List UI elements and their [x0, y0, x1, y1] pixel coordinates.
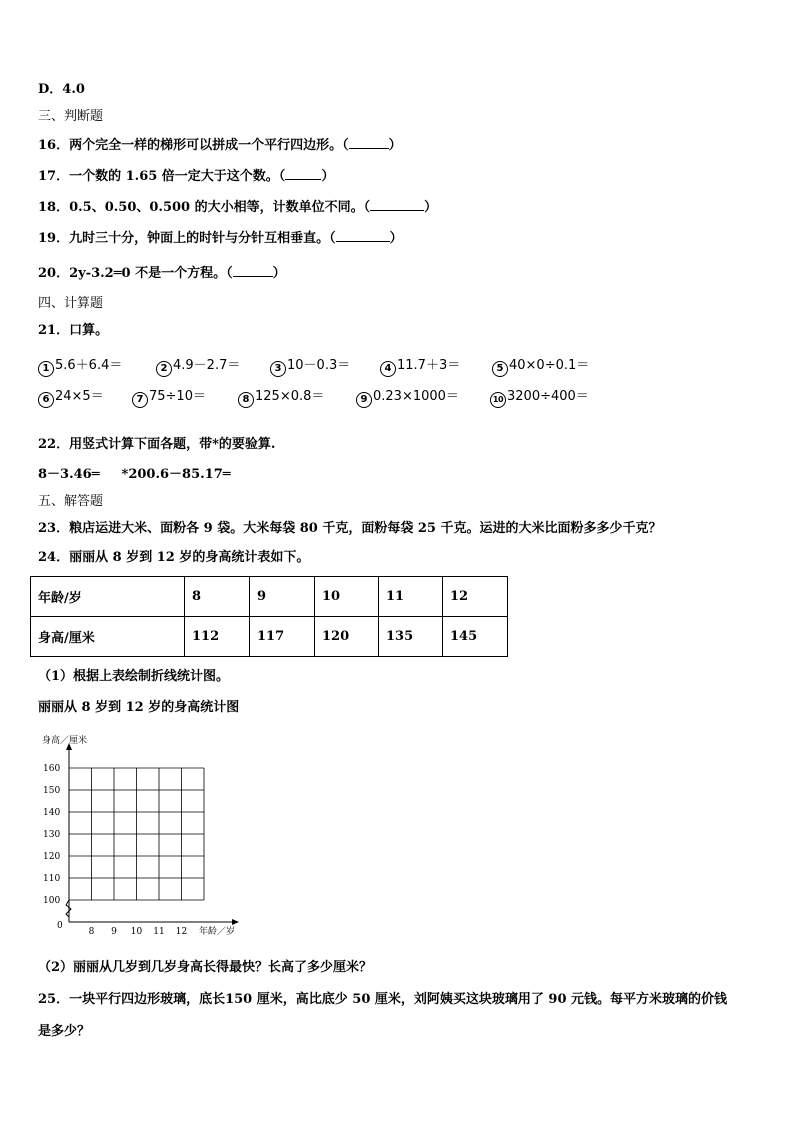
- circled-number: 5: [492, 361, 508, 377]
- chart-grid: [69, 768, 204, 900]
- table-cell: 145: [443, 617, 508, 657]
- calc-item: [270, 354, 350, 377]
- question-16: [38, 136, 402, 154]
- chart-heading: 丽丽从 8 岁到 12 岁的身高统计图: [38, 700, 240, 715]
- y-tick-label: 150: [43, 786, 61, 796]
- answer-blank[interactable]: [370, 198, 424, 211]
- answer-blank[interactable]: [336, 229, 390, 242]
- calc-item: [38, 354, 122, 377]
- section-calc-heading: 四、计算题: [38, 296, 104, 311]
- calc-item: [156, 354, 240, 377]
- y-tick-label: 140: [43, 808, 61, 818]
- y-axis-label: 身高／厘米: [42, 736, 88, 746]
- question-24-title: 24．丽丽从 8 岁到 12 岁的身高统计表如下。: [38, 550, 310, 565]
- circled-number: 4: [380, 361, 396, 377]
- question-22-title: 22．用竖式计算下面各题，带*的要验算.: [38, 437, 276, 452]
- y-tick-label: 100: [43, 896, 61, 906]
- question-18-text: 18．0.5、0.50、0.500 的大小相等，计数单位不同。（: [38, 200, 371, 215]
- answer-blank[interactable]: [349, 136, 389, 149]
- x-axis-arrow-icon: [232, 919, 239, 925]
- table-cell: 120: [315, 617, 379, 657]
- x-tick-label: 8: [88, 927, 95, 937]
- circled-number: 6: [38, 392, 54, 408]
- table-cell: 112: [185, 617, 250, 657]
- origin-label: 0: [57, 921, 63, 931]
- question-17: [38, 167, 334, 185]
- x-tick-label: 10: [130, 927, 143, 937]
- y-tick-label: 120: [43, 852, 61, 862]
- calc-expression: 3200÷400＝: [507, 389, 589, 404]
- section-judge-heading: 三、判断题: [38, 109, 104, 124]
- calc-expression: 75÷10＝: [149, 389, 206, 404]
- circled-number: 10: [490, 392, 506, 408]
- question-19: [38, 229, 403, 247]
- table-cell: 10: [315, 577, 379, 617]
- y-tick-label: 110: [43, 874, 61, 884]
- calc-item: [356, 385, 459, 408]
- table-cell: 11: [379, 577, 443, 617]
- calc-expression: 11.7＋3＝: [397, 358, 461, 373]
- circled-number: 7: [132, 392, 148, 408]
- calc-expression: 4.9－2.7＝: [173, 358, 241, 373]
- question-23: 23．粮店运进大米、面粉各 9 袋。大米每袋 80 千克，面粉每袋 25 千克。运进的大米比面粉多多少千克？: [38, 521, 662, 536]
- x-tick-label: 9: [111, 927, 117, 937]
- calc-expression: 125×0.8＝: [255, 389, 325, 404]
- table-row: [31, 617, 508, 657]
- x-tick-label: 12: [175, 927, 188, 937]
- calc-item: [492, 354, 589, 377]
- question-20-text: 20．2y-3.2═0 不是一个方程。（: [38, 266, 233, 281]
- height-table: [30, 576, 508, 657]
- table-cell: 117: [250, 617, 315, 657]
- question-24-part-1: （1）根据上表绘制折线统计图。: [38, 669, 230, 684]
- calc-expression: 24×5＝: [55, 389, 104, 404]
- calc-item: [132, 385, 206, 408]
- question-21-title: 21．口算。: [38, 323, 109, 338]
- paren-close: ）: [389, 231, 403, 246]
- row-header-age: 年龄/岁: [31, 577, 185, 617]
- calc-expression: 5.6＋6.4＝: [55, 358, 123, 373]
- calc-expression: 0.23×1000＝: [373, 389, 459, 404]
- calc-expression: 10－0.3＝: [287, 358, 351, 373]
- question-22-expressions: [38, 467, 231, 483]
- question-25-line-1: 25．一块平行四边形玻璃，底长150 厘米，高比底少 50 厘米，刘阿姨买这块玻璃用了 90 元钱。每平方米玻璃的价钱: [38, 992, 728, 1007]
- question-25-line-2: 是多少？: [38, 1024, 91, 1039]
- calc-expression: 40×0÷0.1＝: [509, 358, 590, 373]
- circled-number: 3: [270, 361, 286, 377]
- row-header-height: 身高/厘米: [31, 617, 185, 657]
- paren-close: ）: [321, 169, 335, 184]
- circled-number: 9: [356, 392, 372, 408]
- calc-item: [380, 354, 460, 377]
- answer-blank[interactable]: [233, 264, 273, 277]
- answer-blank[interactable]: [285, 167, 321, 180]
- table-cell: 9: [250, 577, 315, 617]
- section-solve-heading: 五、解答题: [38, 494, 104, 509]
- table-cell: 12: [443, 577, 508, 617]
- paren-close: ）: [272, 266, 286, 281]
- question-24-part-2: （2）丽丽从几岁到几岁身高长得最快？长高了多少厘米？: [38, 960, 373, 975]
- table-row: [31, 577, 508, 617]
- vertical-calc-expr-1: 8－3.46═: [38, 467, 100, 482]
- circled-number: 8: [238, 392, 254, 408]
- circled-number: 1: [38, 361, 54, 377]
- option-d: D．4.0: [38, 82, 85, 97]
- x-axis-label: 年龄／岁: [199, 927, 236, 937]
- table-cell: 8: [185, 577, 250, 617]
- vertical-calc-expr-2: *200.6－85.17═: [121, 467, 231, 482]
- paren-close: ）: [424, 200, 438, 215]
- x-tick-label: 11: [153, 927, 165, 937]
- y-tick-label: 130: [43, 830, 61, 840]
- question-19-text: 19．九时三十分，钟面上的时针与分针互相垂直。（: [38, 231, 336, 246]
- calc-item: [238, 385, 324, 408]
- line-chart: [36, 727, 256, 942]
- question-20: [38, 264, 286, 282]
- paren-close: ）: [388, 138, 402, 153]
- table-cell: 135: [379, 617, 443, 657]
- question-18: [38, 198, 437, 216]
- question-16-text: 16．两个完全一样的梯形可以拼成一个平行四边形。（: [38, 138, 349, 153]
- question-17-text: 17．一个数的 1.65 倍一定大于这个数。（: [38, 169, 286, 184]
- circled-number: 2: [156, 361, 172, 377]
- y-tick-label: 160: [43, 764, 61, 774]
- calc-item: [38, 385, 104, 408]
- calc-item: [490, 385, 589, 408]
